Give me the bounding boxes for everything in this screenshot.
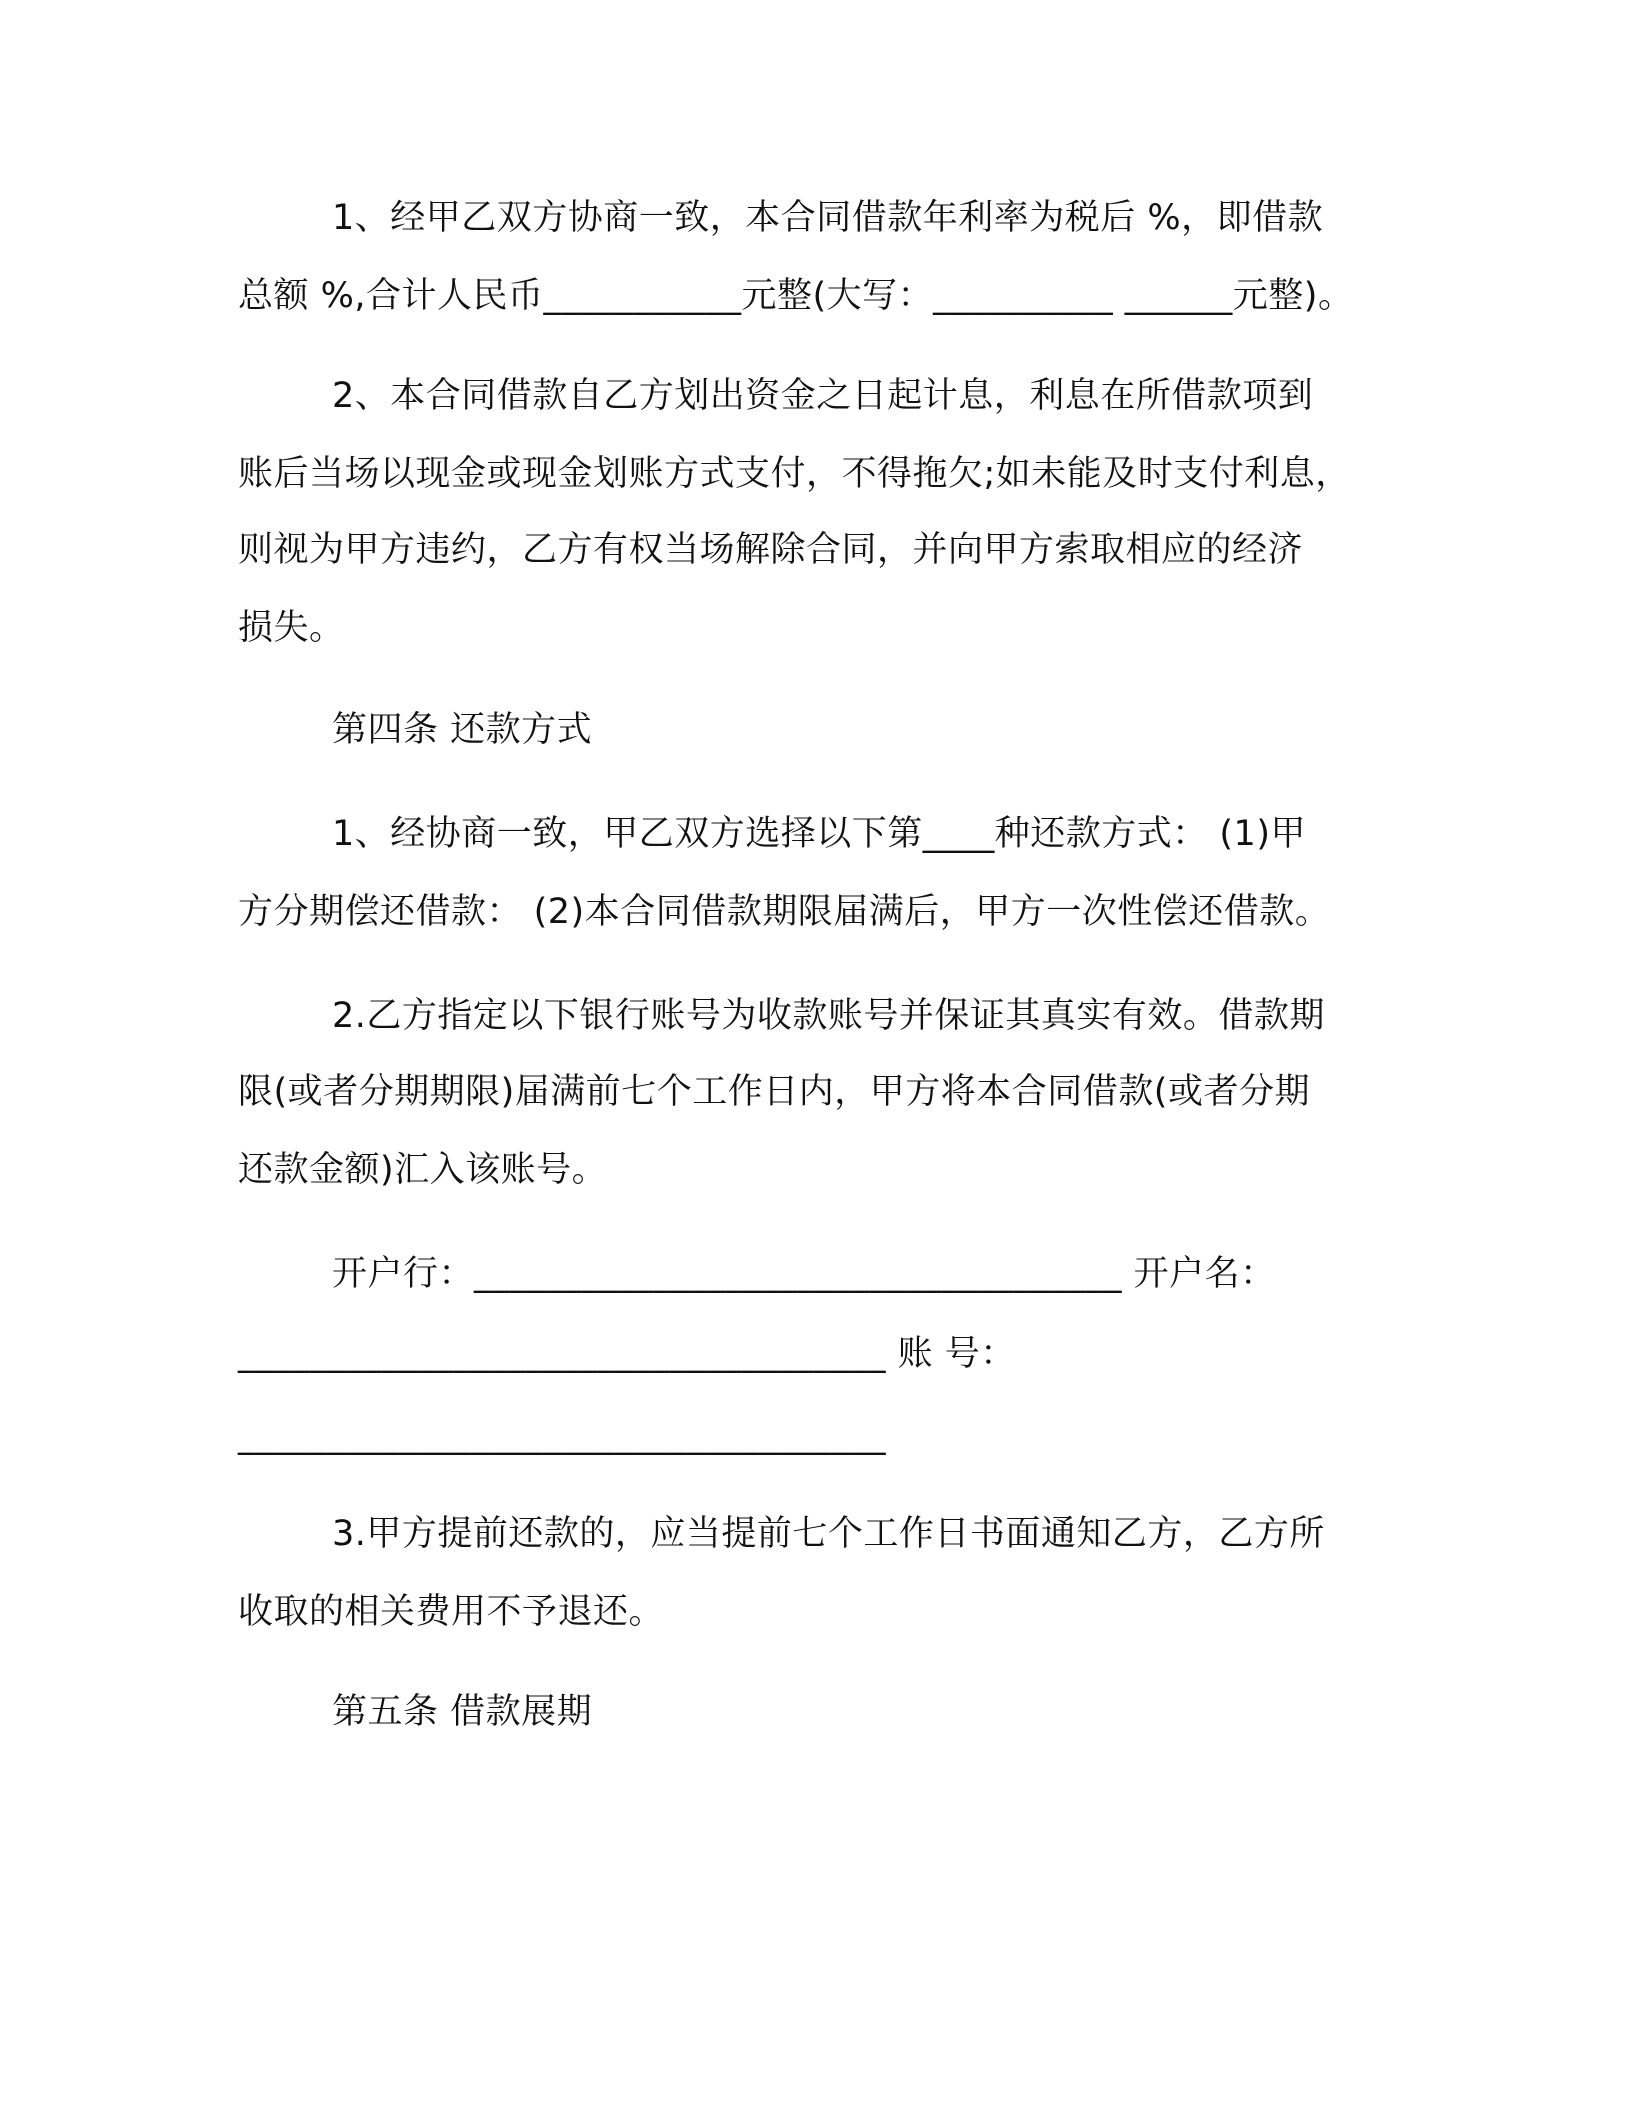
bank-field-line-3: ____________________________________	[238, 1416, 886, 1456]
clause-4-item-3-line-2: 收取的相关费用不予退还。	[238, 1592, 665, 1632]
clause-3-item-2-line-2: 账后当场以现金或现金划账方式支付，不得拖欠;如未能及时支付利息，	[238, 454, 1351, 494]
article-4-heading: 第四条 还款方式	[332, 710, 593, 750]
clause-4-item-3-line-1: 3.甲方提前还款的，应当提前七个工作日书面通知乙方，乙方所	[332, 1514, 1325, 1554]
bank-field-line-1: 开户行：____________________________________ 开户名：	[332, 1254, 1276, 1294]
clause-4-item-1-line-1: 1、经协商一致，甲乙双方选择以下第____种还款方式： (1)甲	[332, 814, 1306, 854]
bank-field-line-2: ____________________________________ 账 号：	[238, 1334, 1016, 1374]
clause-3-item-2-line-1: 2、本合同借款自乙方划出资金之日起计息，利息在所借款项到	[332, 376, 1314, 416]
clause-4-item-2-line-2: 限(或者分期期限)届满前七个工作日内，甲方将本合同借款(或者分期	[238, 1072, 1310, 1112]
clause-3-item-2-line-4: 损失。	[238, 608, 345, 648]
clause-3-item-1-line-1: 1、经甲乙双方协商一致，本合同借款年利率为税后 %，即借款	[332, 198, 1324, 238]
clause-3-item-2-line-3: 则视为甲方违约，乙方有权当场解除合同，并向甲方索取相应的经济	[238, 530, 1304, 570]
article-5-heading: 第五条 借款展期	[332, 1692, 593, 1732]
clause-4-item-1-line-2: 方分期偿还借款： (2)本合同借款期限届满后，甲方一次性偿还借款。	[238, 892, 1331, 932]
clause-3-item-1-line-2: 总额 %,合计人民币___________元整(大写：__________ ______元整)。	[238, 276, 1354, 316]
clause-4-item-2-line-3: 还款金额)汇入该账号。	[238, 1150, 608, 1190]
clause-4-item-2-line-1: 2.乙方指定以下银行账号为收款账号并保证其真实有效。借款期	[332, 996, 1325, 1036]
